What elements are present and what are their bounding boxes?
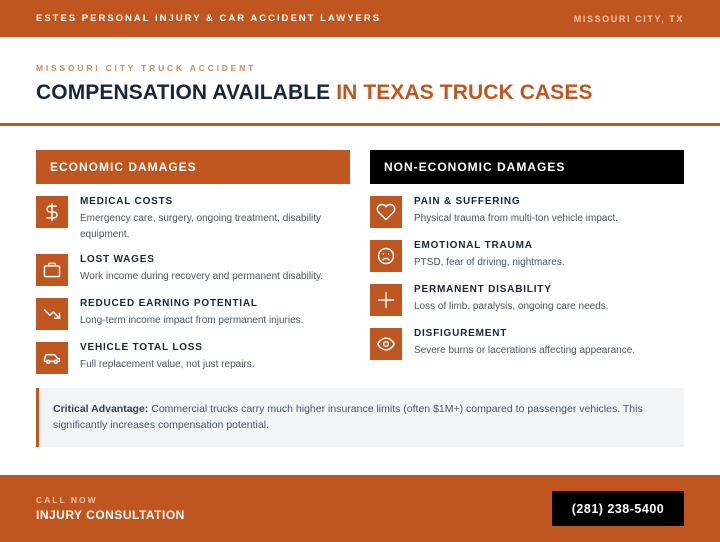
footer-bar [0, 475, 720, 542]
firm-name: ESTES PERSONAL INJURY & CAR ACCIDENT LAWYERS [36, 13, 382, 24]
phone-number-button[interactable]: (281) 238-5400 [552, 491, 684, 526]
noneconomic-damages-heading: NON-ECONOMIC DAMAGES [370, 150, 684, 184]
economic-damages-section [36, 150, 350, 370]
callout-text: Commercial trucks carry much higher insurance limits (often $1M+) compared to passenger vehicles. This significantly increases compensation potential. [53, 403, 643, 431]
damage-title: EMOTIONAL TRAUMA [414, 240, 533, 251]
trending-down-icon [36, 298, 68, 330]
damage-item-disfigurement [370, 328, 684, 360]
callout-label: Critical Advantage: [53, 403, 149, 415]
damage-item-lost-wages [36, 254, 350, 286]
firm-location: MISSOURI CITY, TX [573, 13, 684, 24]
damage-description: PTSD, fear of driving, nightmares. [414, 257, 565, 268]
damage-item-permanent-disability [370, 284, 684, 316]
consultation-label: INJURY CONSULTATION [36, 508, 185, 522]
damage-item-vehicle-loss [36, 342, 350, 374]
damage-title: VEHICLE TOTAL LOSS [80, 342, 203, 353]
page-header [36, 63, 686, 105]
damage-title: REDUCED EARNING POTENTIAL [80, 298, 258, 309]
damage-description: Severe burns or lacerations affecting appearance. [414, 345, 636, 356]
damage-description: Work income during recovery and permanent disability. [80, 271, 324, 282]
top-bar [0, 0, 720, 37]
damage-title: PERMANENT DISABILITY [414, 284, 552, 295]
damage-item-reduced-earning [36, 298, 350, 330]
damage-description: Emergency care, surgery, ongoing treatment, disability equipment. [80, 213, 322, 240]
briefcase-icon [36, 254, 68, 286]
damage-title: LOST WAGES [80, 254, 155, 265]
call-now-label: CALL NOW [36, 495, 98, 505]
damage-description: Long-term income impact from permanent injuries. [80, 315, 304, 326]
page-title [36, 81, 686, 105]
page-kicker: MISSOURI CITY TRUCK ACCIDENT [36, 63, 257, 73]
damage-item-emotional-trauma [370, 240, 684, 272]
damage-item-medical-costs [36, 196, 350, 243]
car-icon [36, 342, 68, 374]
sad-face-icon [370, 240, 402, 272]
eye-icon [370, 328, 402, 360]
damage-description: Physical trauma from multi-ton vehicle impact. [414, 213, 618, 224]
critical-advantage-callout [36, 388, 684, 447]
damage-item-pain-suffering [370, 196, 684, 228]
dollar-icon [36, 196, 68, 228]
damage-title: DISFIGUREMENT [414, 328, 508, 339]
economic-damages-heading: ECONOMIC DAMAGES [36, 150, 350, 184]
title-main: COMPENSATION AVAILABLE [36, 81, 331, 104]
plus-icon [370, 284, 402, 316]
damage-title: PAIN & SUFFERING [414, 196, 521, 207]
damage-description: Loss of limb, paralysis, ongoing care needs. [414, 301, 609, 312]
noneconomic-damages-section [370, 150, 684, 356]
heart-icon [370, 196, 402, 228]
damage-title: MEDICAL COSTS [80, 196, 173, 207]
header-divider [0, 123, 720, 126]
damage-description: Full replacement value, not just repairs. [80, 359, 255, 370]
title-accent: IN TEXAS TRUCK CASES [336, 81, 593, 104]
